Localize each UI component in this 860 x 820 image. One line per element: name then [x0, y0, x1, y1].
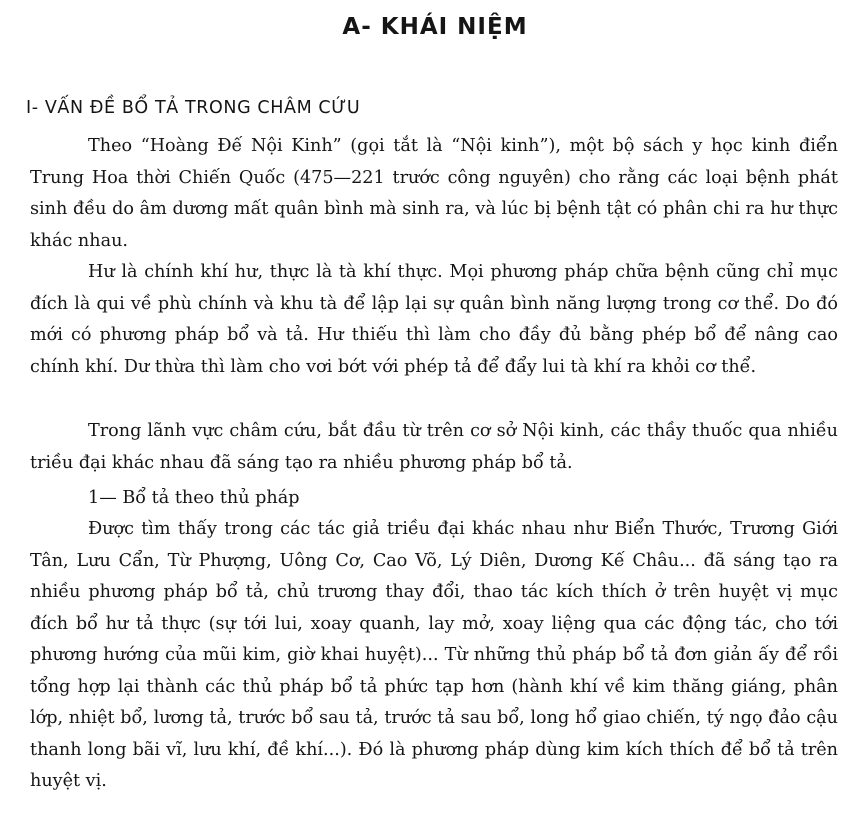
paragraph-noi-kinh: Theo “Hoàng Đế Nội Kinh” (gọi tắt là “Nội kinh”), một bộ sách y học kinh điển Trung Hoa thời Chiến Quốc (475—221 trước công nguyên) cho rằng các loại bệnh phát sinh đều do âm dương mất quân bình mà sinh ra, và lúc bị bệnh tật có phân chi ra hư thực khác nhau.: [30, 136, 838, 251]
section-heading: I- VẤN ĐỀ BỔ TẢ TRONG CHÂM CỨU: [26, 98, 361, 118]
paragraph-cham-cuu: Trong lãnh vực châm cứu, bắt đầu từ trên cơ sở Nội kinh, các thầy thuốc qua nhiều triều đại khác nhau đã sáng tạo ra nhiều phương pháp bổ tả.: [30, 421, 838, 473]
paragraph-thu-phap: Được tìm thấy trong các tác giả triều đại khác nhau như Biển Thước, Trương Giới Tân, Lưu Cẩn, Từ Phượng, Uông Cơ, Cao Võ, Lý Diên, Dương Kế Châu... đã sáng tạo ra nhiều phương pháp bổ tả, chủ trương thay đổi, thao tác kích thích ở trên huyệt vị mục đích bổ hư tả thực (sự tới lui, xoay quanh, lay mở, xoay liệng qua các động tác, cho tới phương hướng của mũi kim, giờ khai huyệt)... Từ những thủ pháp bổ tả đơn giản ấy để rồi tổng hợp lại thành các thủ pháp bổ tả phức tạp hơn (hành khí về kim thăng giáng, phân lớp, nhiệt bổ, lương tả, trước bổ sau tả, trước tả sau bổ, long hổ giao chiến, tý ngọ đảo cậu thanh long bãi vĩ, lưu khí, đề khí...). Đó là phương pháp dùng kim kích thích để bổ tả trên huyệt vị.: [30, 519, 838, 791]
page-title: A- KHÁI NIỆM: [342, 14, 528, 40]
paragraph-hu-thuc: Hư là chính khí hư, thực là tà khí thực. Mọi phương pháp chữa bệnh cũng chỉ mục đích là qui về phù chính và khu tà để lập lại sự quân bình năng lượng trong cơ thể. Do đó mới có phương pháp bổ và tả. Hư thiếu thì làm cho đầy đủ bằng phép bổ để nâng cao chính khí. Dư thừa thì làm cho vơi bớt với phép tả để đẩy lui tà khí ra khỏi cơ thể.: [30, 262, 838, 377]
subsection-heading: 1— Bổ tả theo thủ pháp: [88, 488, 300, 508]
